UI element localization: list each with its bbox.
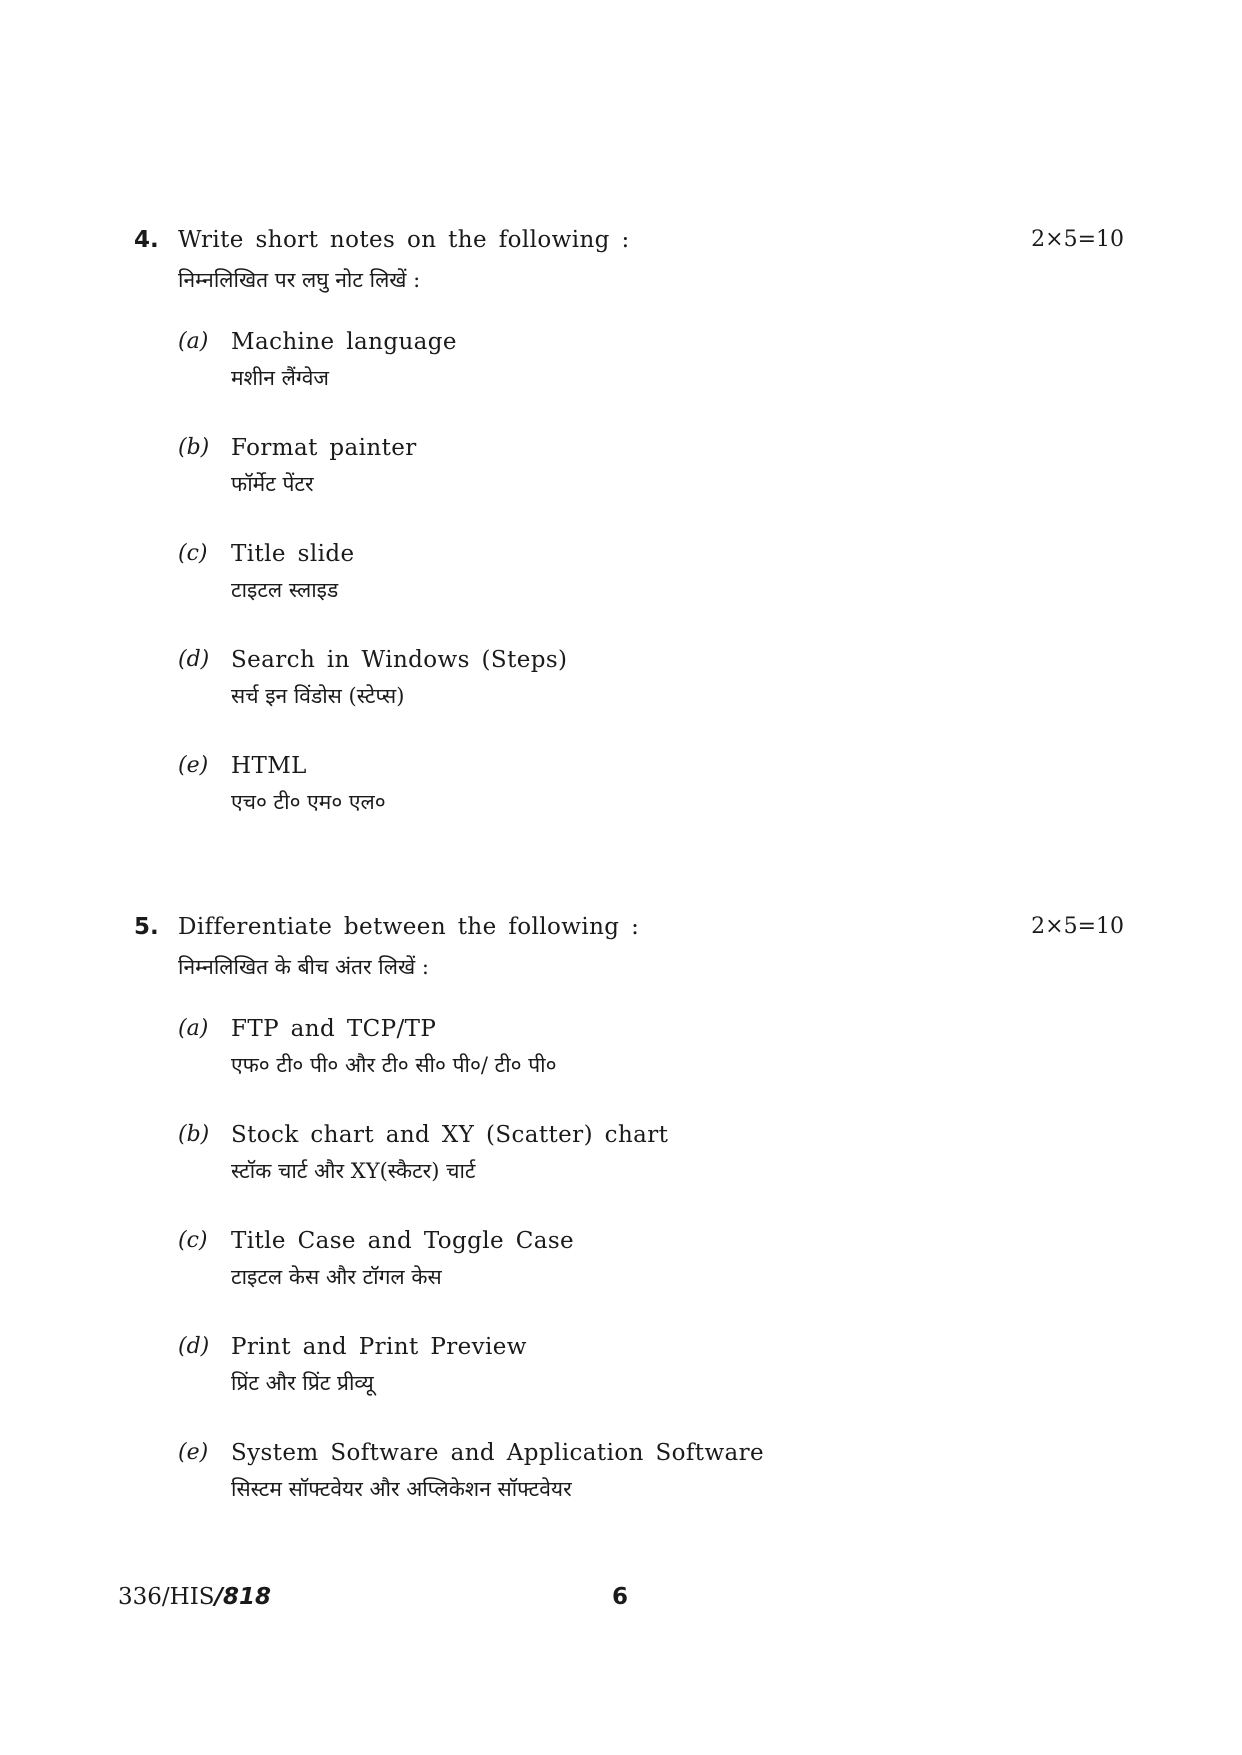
sub-question-a [134,325,1124,431]
question-text: Write short notes on the following : [178,227,630,253]
sub-question-d [134,1330,1124,1436]
sub-question-letter: (a) [178,329,209,354]
question-marks: 2×5=10 [1031,914,1124,939]
question-text: Differentiate between the following : [178,914,640,940]
question-text-hindi: निम्नलिखित के बीच अंतर लिखें : [178,955,429,979]
sub-question-list [134,1012,1124,1542]
sub-question-letter: (b) [178,435,210,460]
paper-code-suffix: /818 [214,1584,271,1610]
sub-question-text-hindi: एफ० टी० पी० और टी० सी० पी०/ टी० पी० [231,1053,557,1077]
sub-question-text-hindi: मशीन लैंग्वेज [231,366,330,390]
sub-question-text-hindi: प्रिंट और प्रिंट प्रीव्यू [231,1371,374,1395]
question-marks: 2×5=10 [1031,227,1124,252]
sub-question-letter: (e) [178,753,209,778]
question-number: 4. [134,227,159,253]
sub-question-a [134,1012,1124,1118]
sub-question-text-hindi: फॉर्मेट पेंटर [231,472,314,496]
sub-question-text: Search in Windows (Steps) [231,647,568,673]
sub-question-letter: (c) [178,541,208,566]
sub-question-text: HTML [231,753,307,779]
question-header [134,223,1124,263]
sub-question-text-hindi: एच० टी० एम० एल० [231,790,386,814]
sub-question-text: Format painter [231,435,417,461]
sub-question-b [134,1118,1124,1224]
question-text-hindi: निम्नलिखित पर लघु नोट लिखें : [178,268,421,292]
sub-question-text: Title Case and Toggle Case [231,1228,575,1254]
sub-question-letter: (d) [178,1334,210,1359]
sub-question-e [134,1436,1124,1542]
sub-question-b [134,431,1124,537]
sub-question-text-hindi: सिस्टम सॉफ्टवेयर और अप्लिकेशन सॉफ्टवेयर [231,1477,572,1501]
paper-code-prefix: 336/HIS [118,1584,215,1610]
question-4 [134,223,1124,855]
sub-question-d [134,643,1124,749]
sub-question-text: Machine language [231,329,457,355]
sub-question-text-hindi: स्टॉक चार्ट और XY(स्कैटर) चार्ट [231,1159,476,1183]
sub-question-letter: (e) [178,1440,209,1465]
sub-question-letter: (a) [178,1016,209,1041]
sub-question-e [134,749,1124,855]
question-number: 5. [134,914,159,940]
sub-question-c [134,537,1124,643]
sub-question-letter: (c) [178,1228,208,1253]
sub-question-text: Title slide [231,541,355,567]
sub-question-text: Print and Print Preview [231,1334,527,1360]
sub-question-letter: (d) [178,647,210,672]
question-5 [134,910,1124,1542]
sub-question-text-hindi: सर्च इन विंडोस (स्टेप्स) [231,684,405,708]
sub-question-list [134,325,1124,855]
sub-question-letter: (b) [178,1122,210,1147]
sub-question-text: Stock chart and XY (Scatter) chart [231,1122,669,1148]
sub-question-text-hindi: टाइटल केस और टॉगल केस [231,1265,442,1289]
sub-question-text-hindi: टाइटल स्लाइड [231,578,339,602]
sub-question-text: System Software and Application Software [231,1440,765,1466]
question-header [134,910,1124,950]
sub-question-text: FTP and TCP/TP [231,1016,437,1042]
paper-code [118,1580,271,1614]
page-number: 6 [612,1584,629,1610]
sub-question-c [134,1224,1124,1330]
